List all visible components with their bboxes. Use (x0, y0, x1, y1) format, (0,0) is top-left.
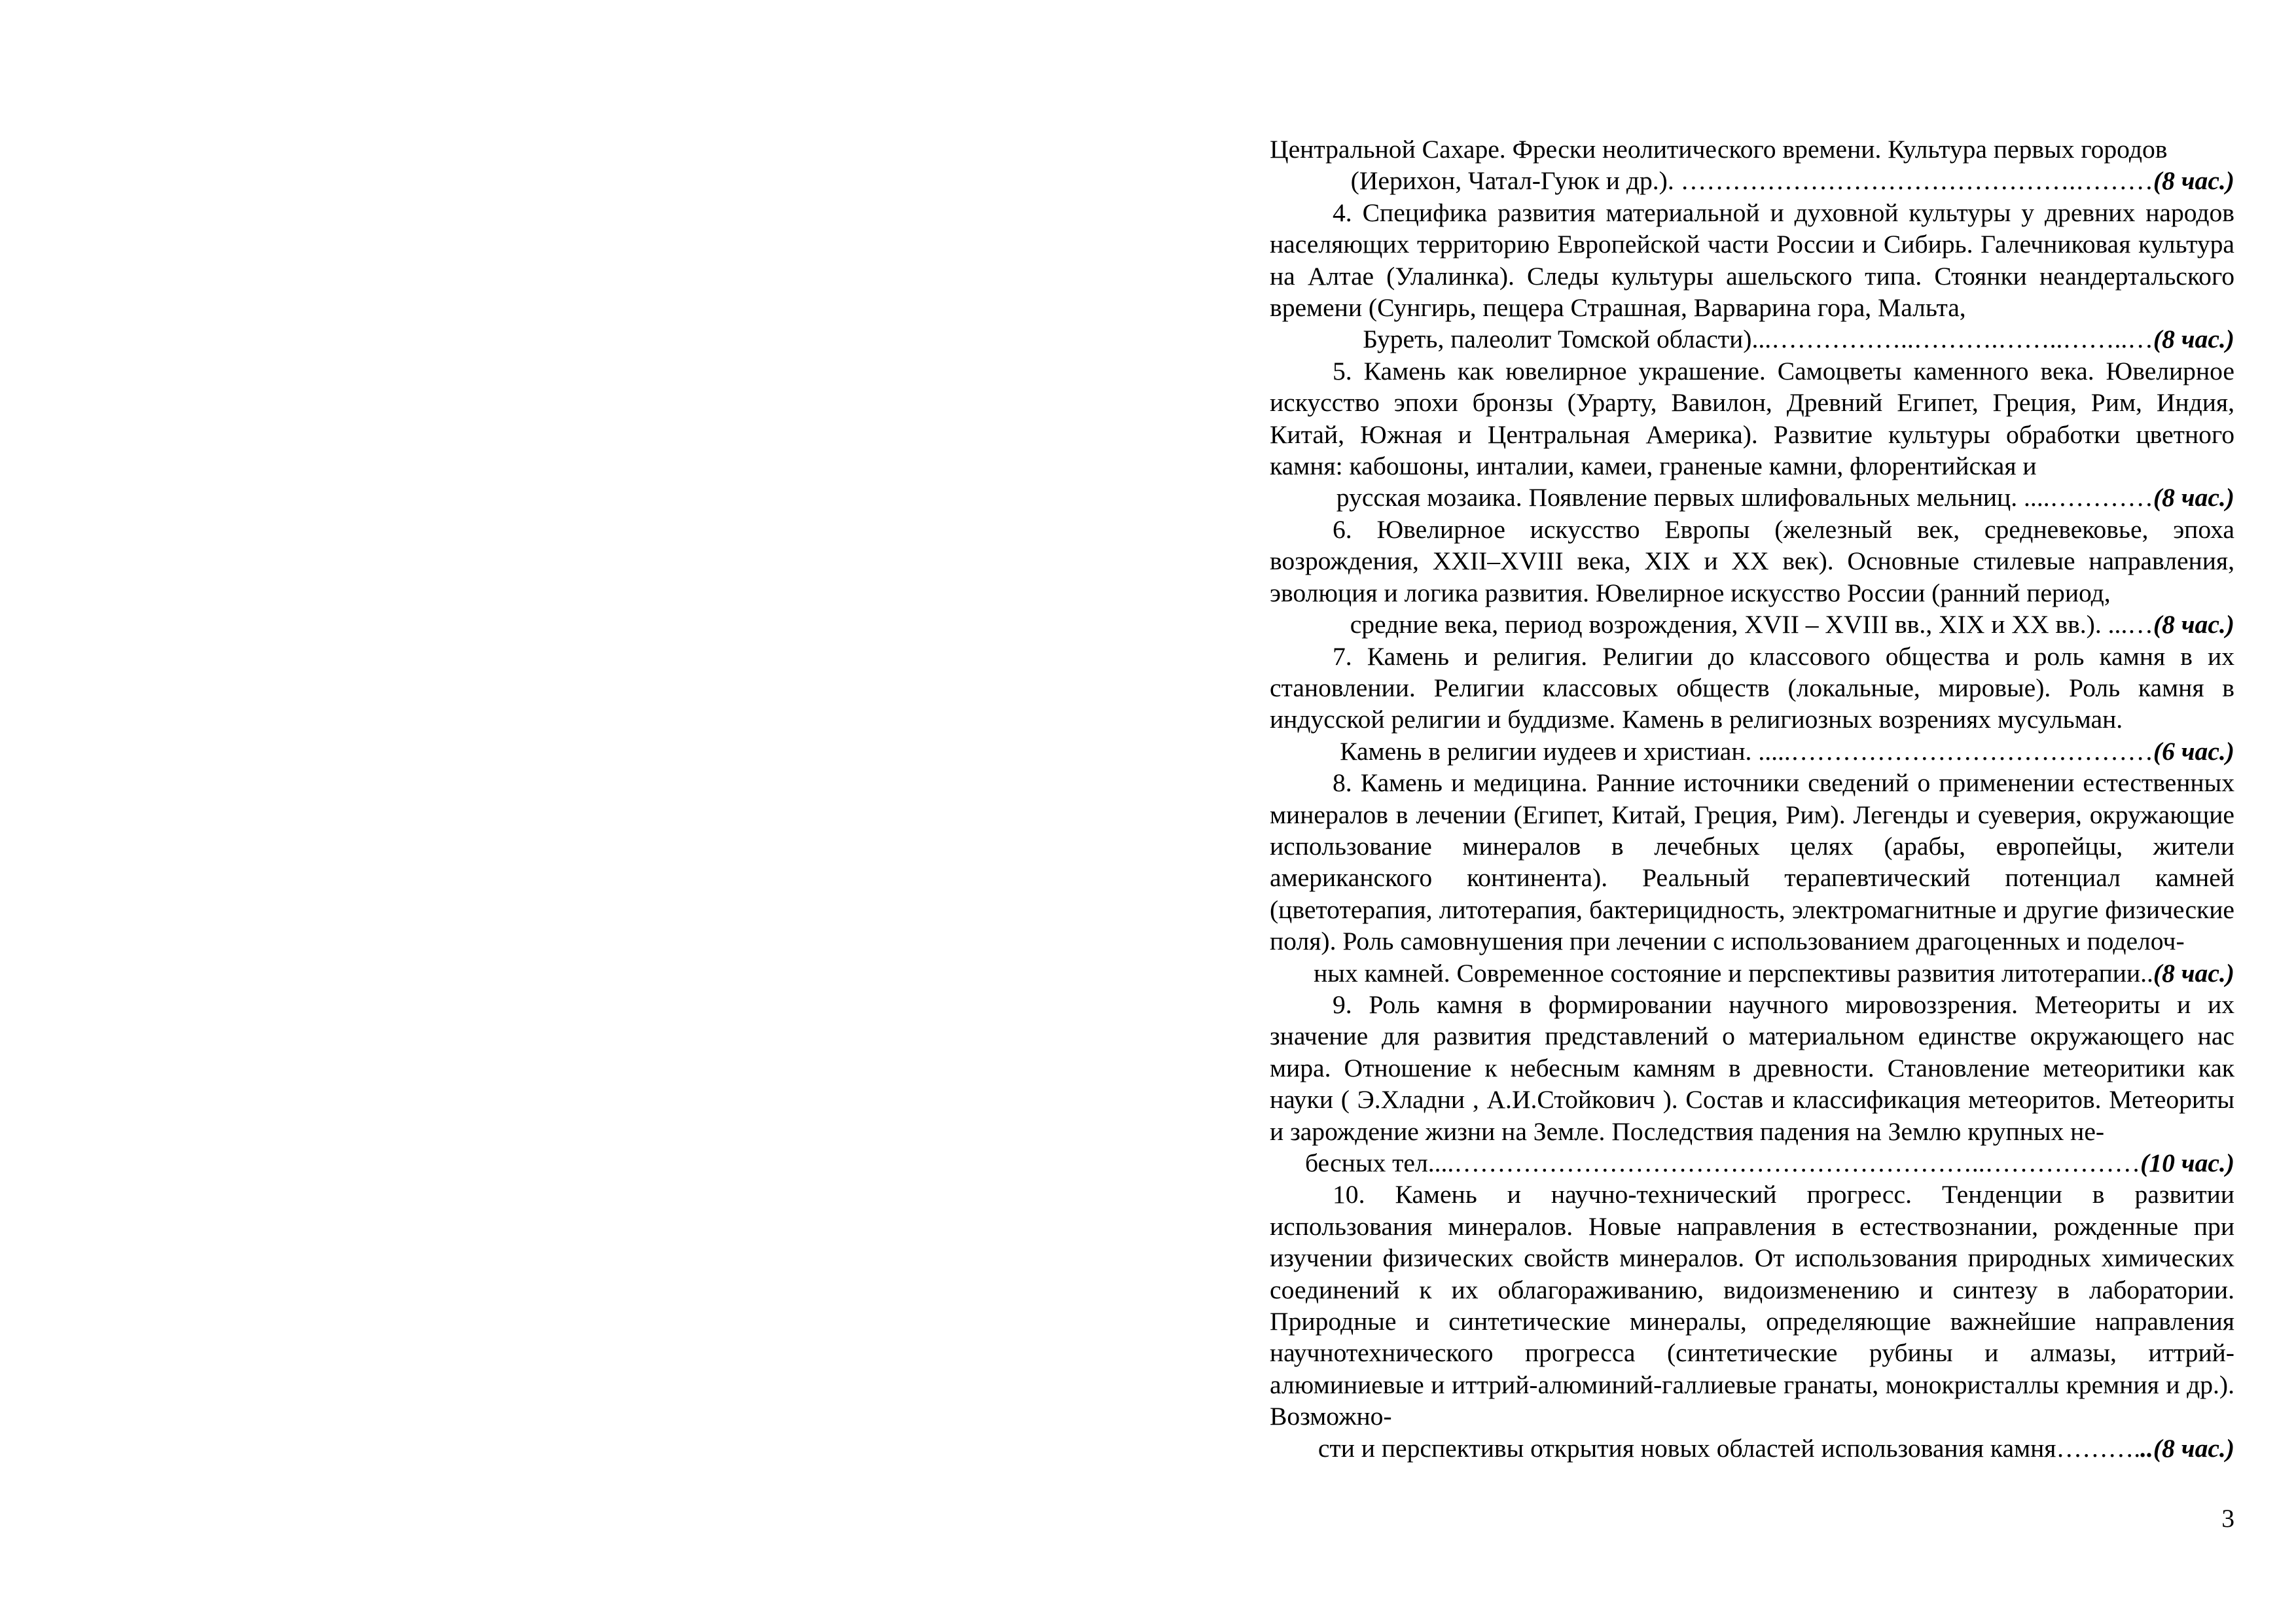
section-tail-text: бесных тел....……………………………………………………..……………… (1304, 1149, 2141, 1177)
hours-label: (8 час.) (2153, 166, 2234, 196)
hours-label: (8 час.) (2153, 483, 2234, 512)
section-tail-text: ных камней. Современное состояние и перспективы развития литотерапии.. (1314, 958, 2153, 988)
section-body: 4. Специфика развития материальной и духовной культуры у древних народов населяющих территорию Европейской части России и Сибирь. Галечниковая культура на Алтае (Улалинка). Следы культуры ашельского типа. Стоянки неандертальского времени (Сунгирь, пещера Страшная, Варварина гора, Мальта, (1270, 198, 2234, 323)
section-6 (1270, 514, 2234, 641)
section-tail-line (1270, 482, 2234, 513)
page-number: 3 (2221, 1504, 2234, 1533)
section-body: 9. Роль камня в формировании научного мировоззрения. Метеориты и их значение для развития представлений о материальном единстве окружающего нас мира. Отношение к небесным камням в древности. Становление метеоритики как науки ( Э.Хладни , А.И.Стойкович ). Состав и классификация метеоритов. Метеориты и зарождение жизни на Земле. Последствия падения на Землю крупных не- (1270, 990, 2234, 1146)
section-body: 8. Камень и медицина. Ранние источники сведений о применении естественных минералов в лечении (Египет, Китай, Греция, Рим). Легенды и суеверия, окружающие использование минералов в лечебных целях (арабы, европейцы, жители американского континента). Реальный терапевтический потенциал камней (цветотерапия, литотерапия, бактерицидность, электромагнитные и другие физические поля). Роль самовнушения при лечении с использованием драгоценных и поделоч- (1270, 768, 2234, 956)
section-8 (1270, 767, 2234, 989)
section-tail-line (1270, 165, 2234, 196)
hours-label: ..(8 час.) (2140, 1433, 2234, 1463)
section-tail-text: Камень в религии иудеев и христиан. .....…………………………………… (1340, 736, 2153, 766)
text-column (1270, 134, 2234, 1464)
section-tail-line (1270, 609, 2234, 640)
section-7 (1270, 641, 2234, 768)
section-tail-text: (Иерихон, Чатал-Гуюк и др.). ……………………………………….……… (1350, 166, 2153, 196)
section-tail-text: Буреть, палеолит Томской области)...……………..……….……..……..… (1363, 325, 2153, 354)
section-tail-line (1270, 1147, 2234, 1179)
section-body: 10. Камень и научно-технический прогресс. Тенденции в развитии использования минералов. Новые направления в естествознании, рожденные при изучении физических свойств минералов. От использования природных химических соединений к их облагораживанию, видоизменению и синтезу в лаборатории. Природные и синтетические минералы, определяющие важнейшие направления научнотехнического прогресса (синтетические рубины и алмазы, иттрий-алюминиевые и иттрий-алюминий-галлиевые гранаты, монокристаллы кремния и др.). Возможно- (1270, 1180, 2234, 1431)
section-tail-line (1270, 1433, 2234, 1464)
section-4 (1270, 197, 2234, 355)
section-body: 5. Камень как ювелирное украшение. Самоцветы каменного века. Ювелирное искусство эпохи бронзы (Урарту, Вавилон, Древний Египет, Греция, Рим, Индия, Китай, Южная и Центральная Америка). Развитие культуры обработки цветного камня: кабошоны, инталии, камеи, граненые камни, флорентийская и (1270, 356, 2234, 481)
hours-label: (10 час.) (2140, 1149, 2234, 1177)
section-intro (1270, 134, 2234, 197)
section-tail-text: русская мозаика. Появление первых шлифовальных мельниц. ....………… (1336, 483, 2153, 512)
section-tail-text: средние века, период возрождения, XVII – XVIII вв., XIX и XX вв.). ...… (1350, 610, 2153, 639)
hours-label: (8 час.) (2153, 325, 2234, 354)
section-body: 6. Ювелирное искусство Европы (железный век, средневековье, эпоха возрождения, XXII–XVIII века, XIX и XX век). Основные стилевые направления, эволюция и логика развития. Ювелирное искусство России (ранний период, (1270, 514, 2234, 607)
section-tail-line (1270, 736, 2234, 767)
hours-label: (8 час.) (2153, 958, 2234, 988)
section-body: Центральной Сахаре. Фрески неолитического времени. Культура первых городов (1270, 135, 2168, 164)
hours-label: (8 час.) (2153, 610, 2234, 639)
section-tail-line (1270, 957, 2234, 989)
section-10 (1270, 1179, 2234, 1464)
section-5 (1270, 355, 2234, 514)
section-9 (1270, 989, 2234, 1179)
section-body: 7. Камень и религия. Религии до классового общества и роль камня в их становлении. Религии классовых обществ (локальные, мировые). Роль камня в индусской религии и буддизме. Камень в религиозных возрениях мусульман. (1270, 641, 2234, 734)
section-tail-line (1270, 323, 2234, 355)
section-tail-text: сти и перспективы открытия новых областей использования камня………. (1318, 1433, 2141, 1463)
hours-label: (6 час.) (2153, 736, 2234, 766)
